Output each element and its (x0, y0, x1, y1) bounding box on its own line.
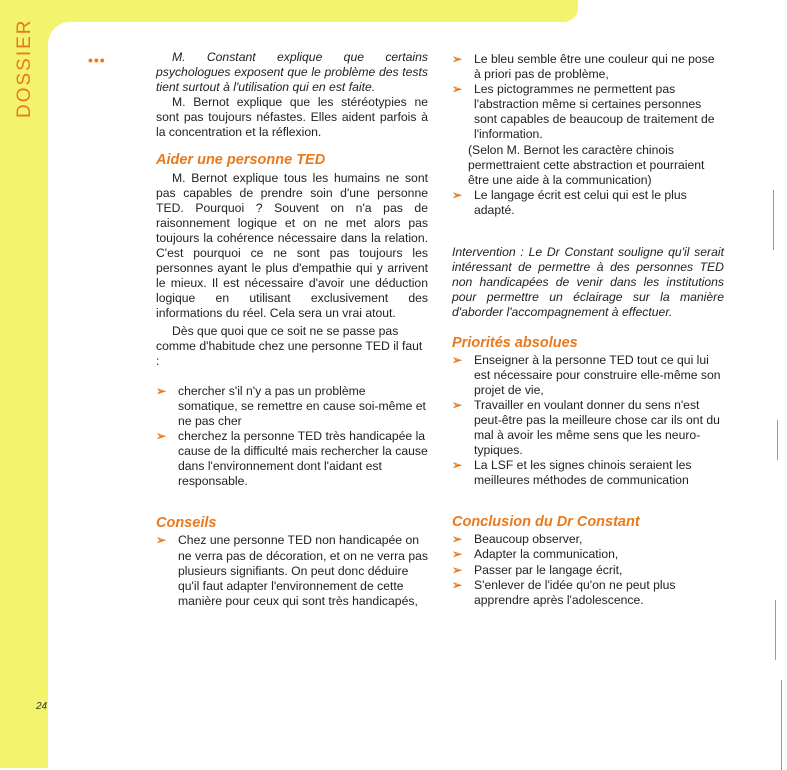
priorites-bullet-list (452, 353, 724, 489)
list-item (452, 188, 724, 218)
arrow-icon: ➢ (156, 383, 166, 398)
list-item-text: cherchez la personne TED très handicapée la cause de la difficulté mais rechercher la cause dans l'environnement dont l'aidant est responsable. (178, 429, 428, 489)
note-paragraph: (Selon M. Bernot les caractère chinois permettraient cette abstraction et pourraient être une aide à la communication) (468, 142, 705, 187)
arrow-icon: ➢ (156, 533, 166, 548)
list-item (452, 82, 724, 142)
list-item-text: Travailler en voulant donner du sens n'est peut-être pas la meilleure chose car ils ont du mal à avoir les même sens que les neuro-typiques. (474, 397, 720, 458)
arrow-icon: ➢ (452, 52, 462, 66)
heading-conseils: Conseils (156, 515, 217, 532)
arrow-icon: ➢ (452, 577, 462, 592)
intro-italic-paragraph: M. Constant explique que certains psychologues exposent que le problème des tests tient surtout à l'utilisation qui en est faite. (156, 50, 428, 95)
list-item (452, 578, 724, 608)
list-item (452, 52, 724, 82)
arrow-icon: ➢ (452, 562, 462, 577)
arrow-icon: ➢ (452, 82, 462, 97)
arrow-icon: ➢ (452, 187, 462, 202)
list-item-text: Adapter la communication, (474, 547, 619, 562)
list-item-text: S'enlever de l'idée qu'on ne peut plus apprendre après l'adolescence. (474, 577, 676, 607)
conclusion-bullet-list (452, 532, 724, 607)
decorative-dots: ••• (88, 52, 106, 68)
arrow-icon: ➢ (452, 352, 462, 367)
list-item-text: Le bleu semble être une couleur qui ne pose à priori pas de problème, (474, 52, 715, 82)
top-bullet-list (452, 52, 724, 143)
arrow-icon: ➢ (452, 532, 462, 547)
top-bullet-list-2 (452, 188, 724, 218)
list-item (156, 533, 428, 608)
list-item (452, 458, 724, 488)
list-item (452, 547, 724, 562)
heading-conclusion: Conclusion du Dr Constant (452, 514, 640, 531)
heading-aider: Aider une personne TED (156, 151, 326, 168)
arrow-icon: ➢ (452, 397, 462, 412)
conseils-bullet-list (156, 533, 428, 608)
list-item (156, 429, 428, 489)
aider-bullet-list (156, 384, 428, 490)
section-label: DOSSIER (14, 18, 35, 118)
list-item-text: Le langage écrit est celui qui est le plus adapté. (474, 187, 687, 217)
intervention-paragraph: Intervention : Le Dr Constant souligne qu'il serait intéressant de permettre à des personnes TED non handicapées de venir dans les institutions pour permettre un éclairage sur la manière d'aborder l'accompagnement à effectuer. (452, 245, 724, 320)
list-item-text: chercher s'il n'y a pas un problème somatique, se remettre en cause soi-même et ne pas cher (178, 383, 426, 428)
heading-priorites: Priorités absolues (452, 334, 578, 351)
list-item-text: La LSF et les signes chinois seraient les meilleures méthodes de communication (474, 458, 692, 488)
arrow-icon: ➢ (452, 547, 462, 562)
intro-paragraph: M. Bernot explique que les stéréotypies ne sont pas toujours néfastes. Elles aident parfois à la concentration et la réflexion. (156, 95, 428, 140)
list-item-text: Chez une personne TED non handicapée on ne verra pas de décoration, et on ne verra pas plusieurs signifiants. On peut donc déduire qu'il faut adapter l'environnement de cette manière pour ceux qui sont très handicapés, (178, 533, 428, 608)
aider-paragraph-1: M. Bernot explique tous les humains ne sont pas capables de prendre soin d'une personne TED. Pourquoi ? Souvent on n'a pas de raisonnement logique et on ne met alors pas toujours la cohérence nécessaire dans la relation. C'est pourquoi ce ne sont pas toujours les personnes ayant le plus d'empathie qui y arrivent le mieux. Il est nécessaire d'avoir une déduction logique en utilisant exclusivement des informations du réel. Cela sera un vrai atout. (156, 170, 428, 321)
arrow-icon: ➢ (156, 429, 166, 444)
top-color-band (0, 0, 578, 22)
list-item-text: Les pictogrammes ne permettent pas l'abstraction même si certaines personnes sont capables de beaucoup de traitement de l'information. (474, 82, 715, 142)
list-item-text: Passer par le langage écrit, (474, 562, 623, 577)
right-column (452, 52, 724, 608)
list-item (156, 384, 428, 429)
list-item (452, 563, 724, 578)
arrow-icon: ➢ (452, 458, 462, 473)
left-column (156, 50, 428, 609)
aider-paragraph-2: Dès que quoi que ce soit ne se passe pas comme d'habitude chez une personne TED il faut : (156, 323, 423, 368)
list-item (452, 353, 724, 398)
list-item (452, 532, 724, 547)
list-item-text: Beaucoup observer, (474, 532, 583, 547)
list-item-text: Enseigner à la personne TED tout ce qui lui est nécessaire pour construire elle-même son projet de vie, (474, 352, 721, 397)
page-edge (767, 40, 787, 768)
list-item (452, 398, 724, 458)
page-number: 24 (36, 701, 48, 712)
